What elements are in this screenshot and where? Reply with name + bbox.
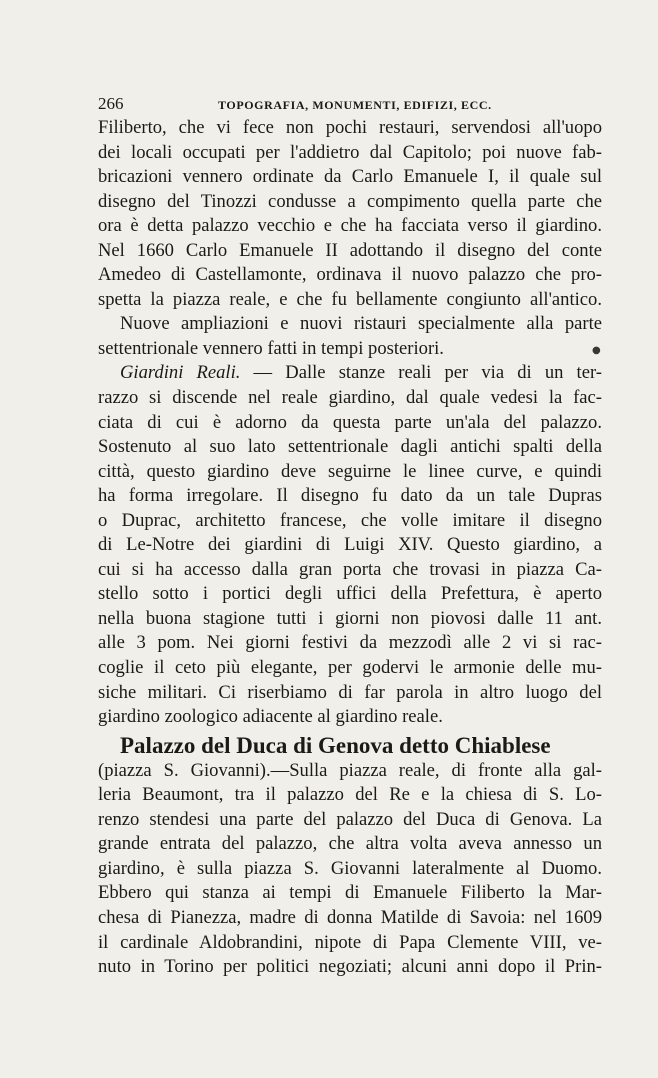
section-title-giardini-reali: Giardini Reali. (120, 362, 241, 384)
text-line: cui si ha accesso dalla gran porta che trovasi in piazza Ca- (98, 558, 602, 580)
page-header (98, 94, 602, 114)
page-number: 266 (98, 94, 124, 113)
text-line: settentrionale vennero fatti in tempi posteriori. (98, 337, 444, 359)
text-line-giardini (98, 361, 602, 386)
text-line: dei locali occupati per l'addietro dal Capitolo; poi nuove fab- (98, 141, 602, 163)
text-line: Nel 1660 Carlo Emanuele II adottando il disegno del conte (98, 239, 602, 261)
text-line: nella buona stagione tutti i giorni non piovosi dalle 11 ant. (98, 607, 602, 629)
text-line: Ebbero qui stanza ai tempi di Emanuele Filiberto la Mar- (98, 882, 602, 904)
text-line: razzo si discende nel reale giardino, dal quale vedesi la fac- (98, 387, 602, 409)
running-head: TOPOGRAFIA, MONUMENTI, EDIFIZI, ECC. (218, 98, 492, 112)
text-line: disegno del Tinozzi condusse a compimento quella parte che (98, 190, 602, 212)
text-line: il cardinale Aldobrandini, nipote di Papa Clemente VIII, ve- (98, 931, 602, 953)
text-line: ha forma irregolare. Il disegno fu dato da un tale Dupras (98, 485, 602, 507)
text-line: Sostenuto al suo lato settentrionale dagli antichi spalti della (98, 436, 602, 458)
text-line: o Duprac, architetto francese, che volle imitare il disegno (98, 509, 602, 531)
text-line: coglie il ceto più elegante, per godervi le armonie delle mu- (98, 657, 602, 679)
text-line: grande entrata del palazzo, che altra volta aveva annesso un (98, 833, 602, 855)
text-line: stello sotto i portici degli uffici della Prefettura, è aperto (98, 583, 602, 605)
text-line: bricazioni vennero ordinate da Carlo Emanuele I, il quale sul (98, 166, 602, 188)
text-line: Filiberto, che vi fece non pochi restauri, servendosi all'uopo (98, 117, 602, 138)
text-run: — Dalle stanze reali per via di un ter- (240, 362, 602, 384)
text-line: giardino, è sulla piazza S. Giovanni lateralmente al Duomo. (98, 857, 602, 879)
text-line: renzo stendesi una parte del palazzo del Duca di Genova. La (98, 808, 602, 830)
ink-dot-mark: ● (592, 345, 601, 356)
text-line: di Le-Notre dei giardini di Luigi XIV. Questo giardino, a (98, 534, 602, 556)
text-line: ciata di cui è adorno da questa parte un'ala del palazzo. (98, 411, 602, 433)
text-line: (piazza S. Giovanni).—Sulla piazza reale, di fronte alla gal- (98, 759, 602, 781)
text-line: Nuove ampliazioni e nuovi ristauri specialmente alla parte (120, 313, 602, 335)
text-line: spetta la piazza reale, e che fu bellamente congiunto all'antico. (98, 288, 602, 310)
text-line: Amedeo di Castellamonte, ordinava il nuovo palazzo che pro- (98, 264, 602, 286)
text-line: chesa di Pianezza, madre di donna Matilde di Savoia: nel 1609 (98, 906, 602, 928)
body-text (98, 116, 602, 980)
text-line: ora è detta palazzo vecchio e che ha facciata verso il giardino. (98, 215, 602, 237)
text-line: siche militari. Ci riserbiamo di far parola in altro luogo del (98, 681, 602, 703)
text-line: nuto in Torino per politici negoziati; alcuni anni dopo il Prin- (98, 956, 602, 978)
text-line: leria Beaumont, tra il palazzo del Re e la chiesa di S. Lo- (98, 784, 602, 806)
text-line: città, questo giardino deve seguirne le linee curve, e quindi (98, 460, 602, 482)
section-heading: Palazzo del Duca di Genova detto Chiablese (120, 732, 551, 758)
text-line: alle 3 pom. Nei giorni festivi da mezzodì alle 2 vi si rac- (98, 632, 602, 654)
text-line: giardino zoologico adiacente al giardino reale. (98, 706, 443, 728)
